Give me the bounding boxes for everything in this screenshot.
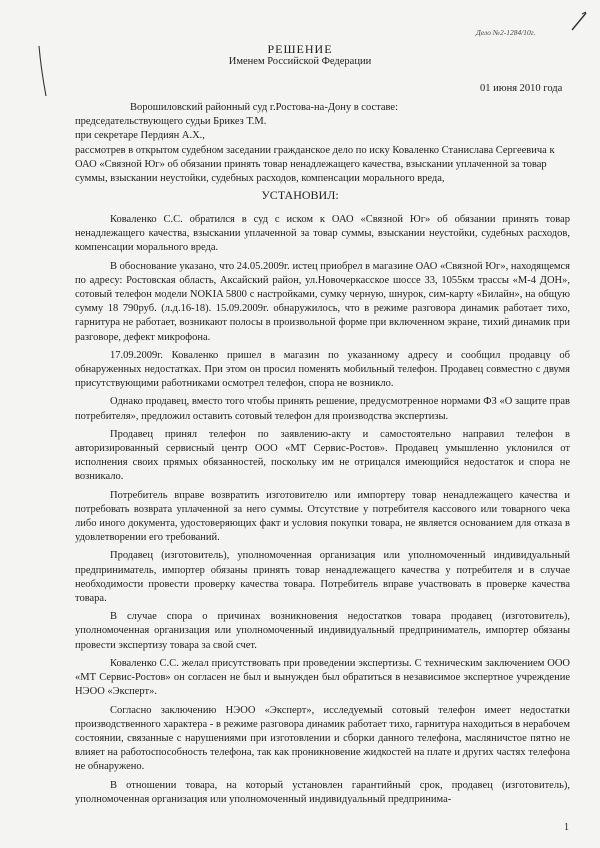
- paragraph: В отношении товара, на который установлен гарантийный срок, продавец (изготовитель), уполномоченная организация или уполномоченный индивидуальный предпринима-: [75, 779, 570, 805]
- paragraph: Согласно заключению НЭОО «Эксперт», исследуемый сотовый телефон имеет недостатки производственного характера - в режиме разговора динамик работает тихо, гарнитура находиться в нерабочем состоянии, связанные с нарушениями при изготовлении и сборки данного телефона, масляничстое пятно не влияет на работоспособность телефона, так как проникновение жидкостей на плате и других частях телефона не обнаружено.: [75, 704, 570, 773]
- pen-mark-top-right: [568, 10, 590, 32]
- paragraph: Продавец принял телефон по заявлению-акту и самостоятельно направил телефон в авторизированный сервисный центр ООО «МТ Сервис-Ростов». Продавец умышленно уклонился от исполнения своих прямых обязанностей, поскольку им не отрицался имеющийся недостаток и спора не возникало.: [75, 428, 570, 483]
- document-subtitle: Именем Российской Федерации: [228, 56, 372, 67]
- page-number: 1: [564, 822, 569, 833]
- paragraph: 17.09.2009г. Коваленко пришел в магазин по указанному адресу и сообщил продавцу об обнаруженных недостатках. При этом он просил поменять мобильный телефон. Продавец совместно с двумя присутствующими работниками осмотрел телефон, спора не возникло.: [75, 349, 570, 390]
- court-line: Ворошиловский районный суд г.Ростова-на-Дону в составе:: [130, 102, 398, 113]
- secretary-line: при секретаре Пердиян А.Х.,: [75, 130, 205, 142]
- paragraph: Продавец (изготовитель), уполномоченная организация или уполномоченный индивидуальный предприниматель, импортер обязаны принять товар ненадлежащего качества у потребителя и в случае необходимости провести проверку качества товара. Потребитель вправе участвовать в проверке качества товара.: [75, 550, 570, 605]
- paragraph: В случае спора о причинах возникновения недостатков товара продавец (изготовитель), уполномоченная организация или уполномоченный индивидуальный предприниматель, импортер обязаны провести экспертизу товара за свой счет.: [75, 611, 570, 651]
- case-description: рассмотрев в открытом судебном заседании гражданское дело по иску Коваленко Станислава Сергеевича к ОАО «Связной Юг» об обязании принять товар ненадлежащего качества, взыскании уплаченной за товар суммы, взыскании неустойки, судебных расходов, компенсации морального вреда,: [75, 144, 555, 185]
- paragraph: Однако продавец, вместо того чтобы принять решение, предусмотренное нормами ФЗ «О защите прав потребителя», предложил оставить сотовый телефон для производства экспертизы.: [75, 396, 570, 422]
- paragraph: В обоснование указано, что 24.05.2009г. истец приобрел в магазине ОАО «Связной Юг», находящемся по адресу: Ростовская область, Аксайский район, ул.Новочеркасское шоссе 33, 1055км трассы «М-4 ДОН», сотовый телефон модели NOKIA 5800 с настройками, сумку черную, шнурок, сим-карту «Билайн», на общую сумму 18 790руб. (л.д.16-18). 15.09.2009г. обнаружилось, что в режиме разговора динамик работает тихо, гарнитура не работает, возникают полосы в произвольной форме при включенном экране, тихий динамик при разговоре, дефект микрофона.: [75, 260, 570, 343]
- document-body: [75, 213, 570, 811]
- section-heading: УСТАНОВИЛ:: [261, 188, 339, 202]
- paragraph: Коваленко С.С. желал присутствовать при проведении экспертизы. С техническим заключением ООО «МТ Сервис-Ростов» он согласен не был и вынужден был обратиться в независимое экспертное учреждение НЭОО «Эксперт».: [75, 657, 570, 698]
- judge-line: председательствующего судьи Брикез Т.М.: [75, 116, 267, 128]
- decision-date: 01 июня 2010 года: [480, 83, 563, 94]
- paragraph: Коваленко С.С. обратился в суд с иском к ОАО «Связной Юг» об обязании принять товар ненадлежащего качества, взыскании уплаченной за товар суммы, взыскании неустойки, судебных расходов, компенсации морального вреда.: [75, 214, 570, 254]
- case-number: Дело №2-1284/10г.: [476, 28, 536, 37]
- document-title: РЕШЕНИЕ: [267, 42, 333, 56]
- paragraph: Потребитель вправе возвратить изготовителю или импортеру товар ненадлежащего качества и потребовать возврата уплаченной за него суммы. Отсутствие у потребителя кассового или товарного чека либо иного документа, удостоверяющих факт и условия покупки товара, не является основанием для отказа в удовлетворении его требований.: [75, 489, 570, 544]
- intro-block: [75, 101, 570, 186]
